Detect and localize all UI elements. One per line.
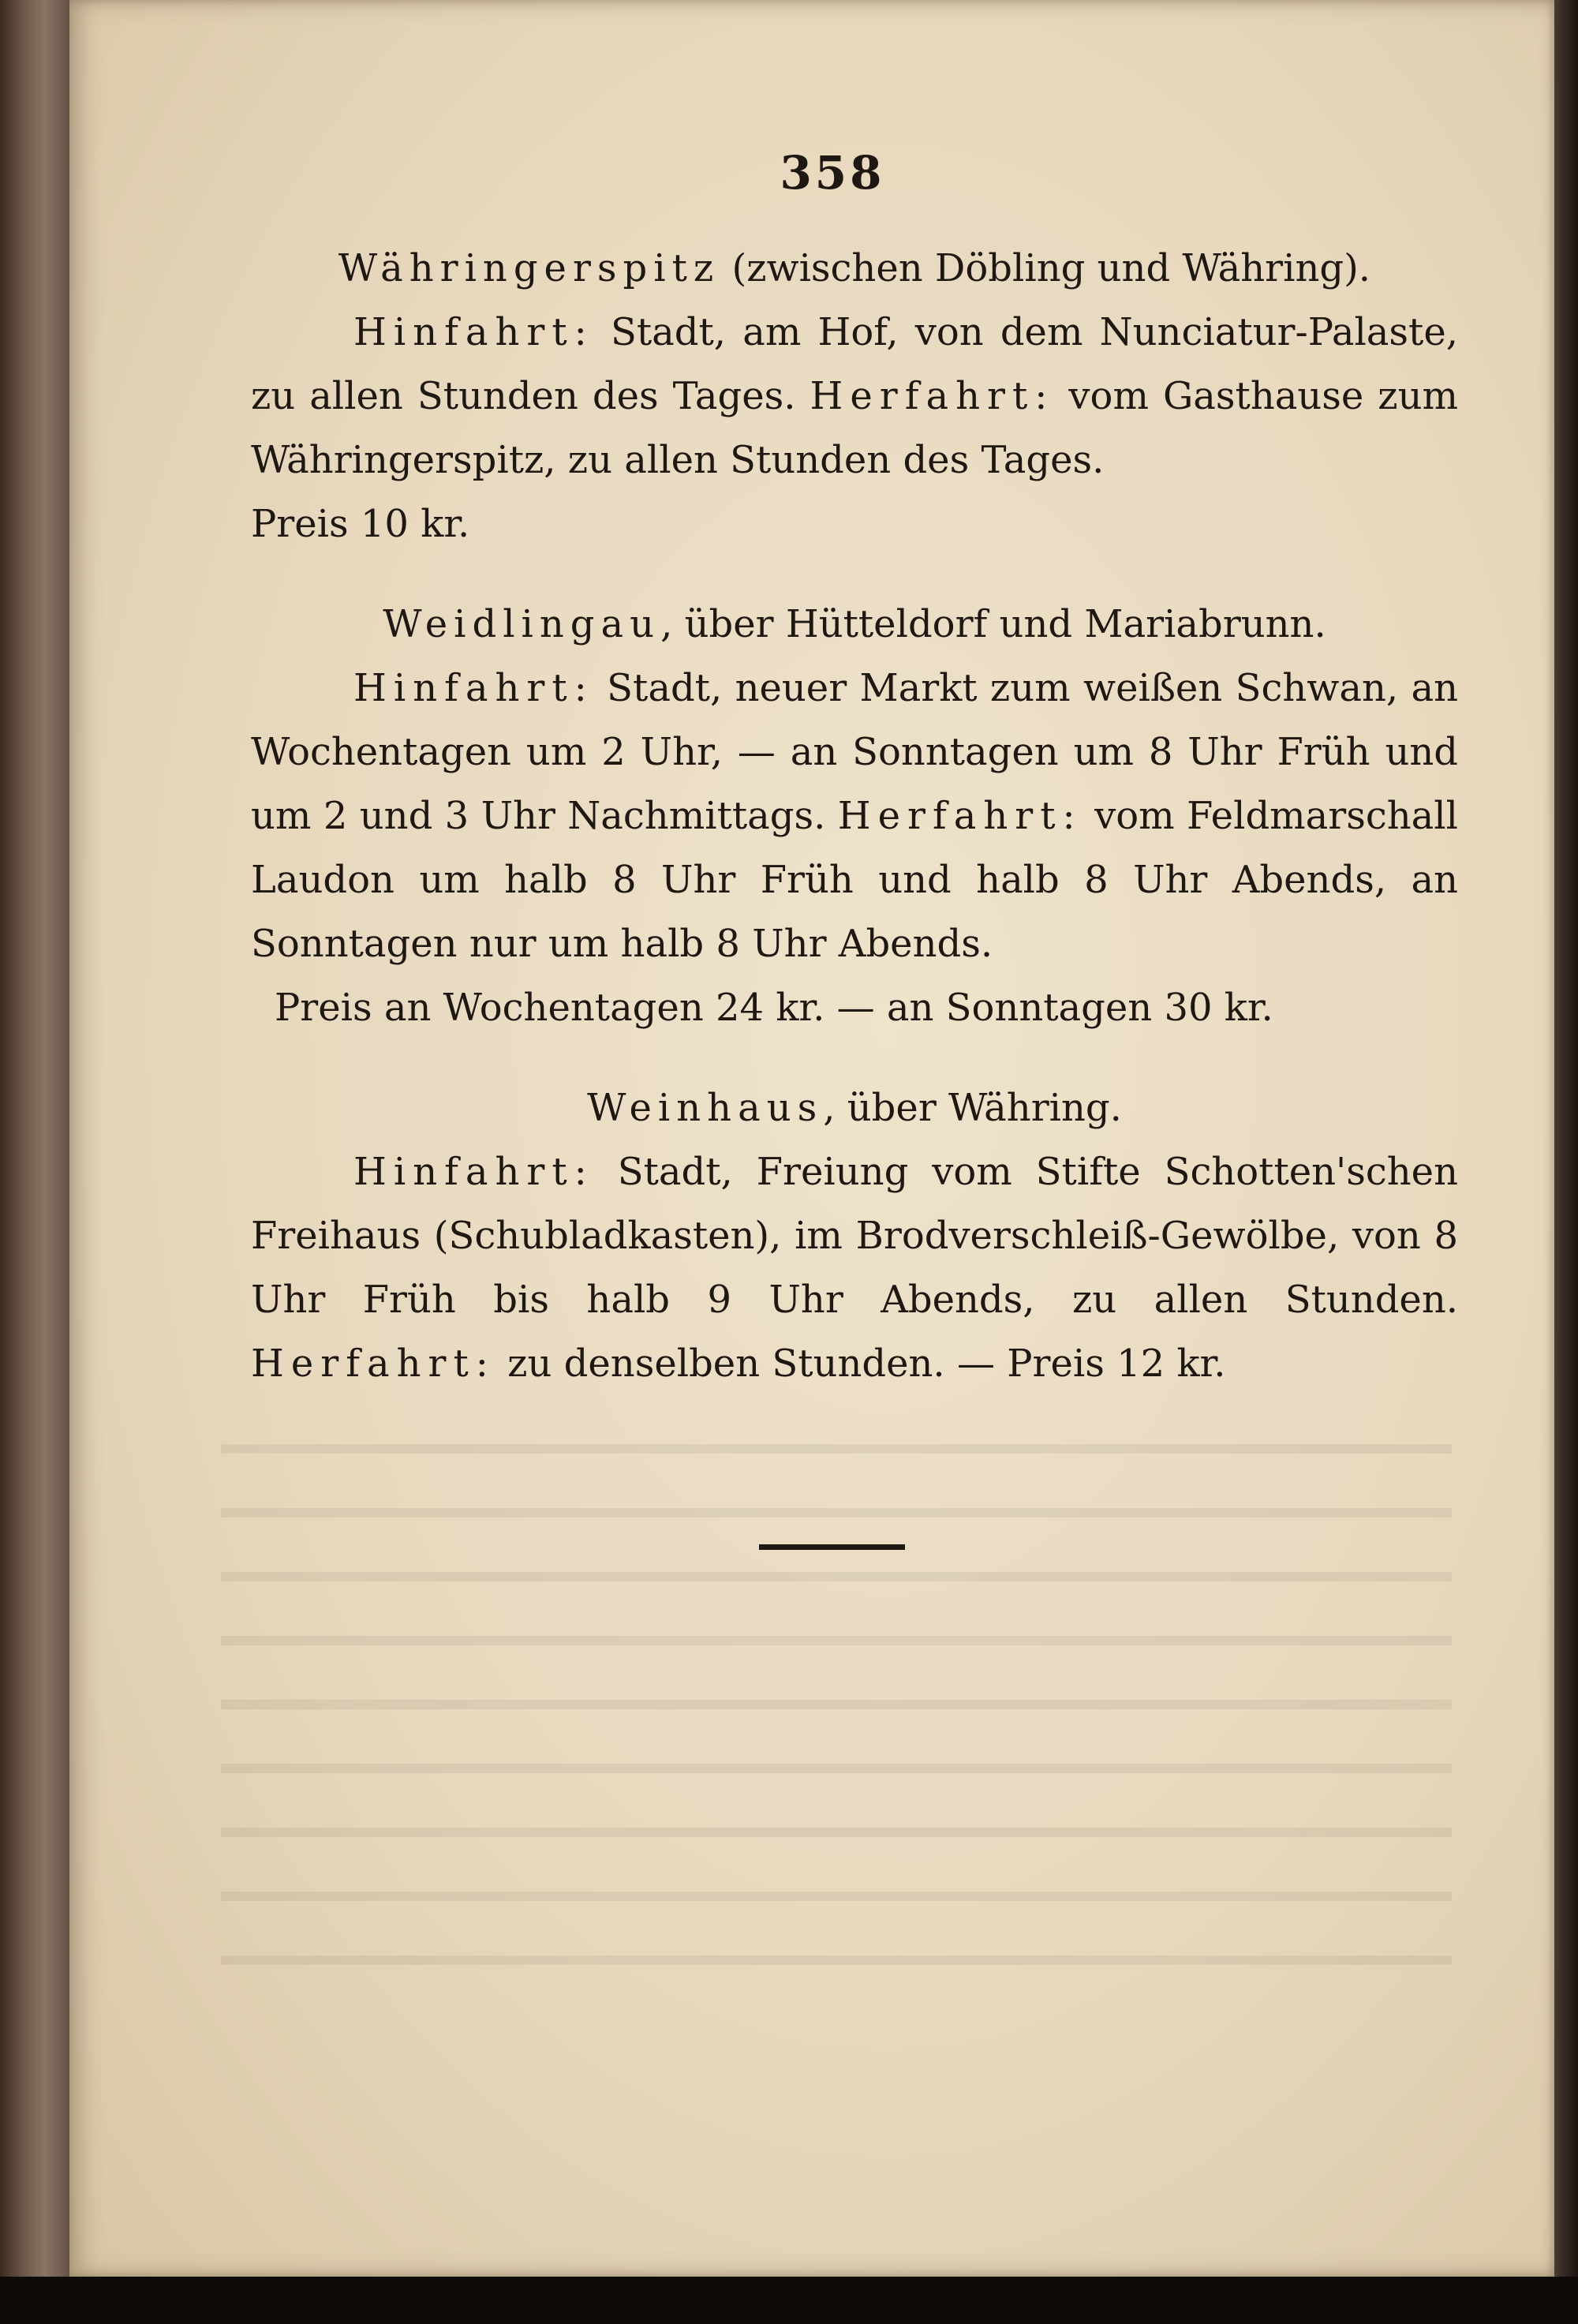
hinfahrt-label: Hinfahrt:	[353, 1150, 594, 1194]
background-edge	[0, 2277, 1578, 2324]
entry-weinhaus	[251, 1076, 1458, 1396]
hinfahrt-text: Stadt, am Hof, von dem Nunciatur-Palaste, zu allen Stunden des Tages.	[251, 310, 1458, 418]
entry-title-rest: (zwischen Döbling und Währing).	[720, 246, 1371, 290]
entry-title	[251, 1076, 1458, 1140]
entry-price: Preis 10 kr.	[251, 502, 470, 546]
page-content	[251, 237, 1458, 1432]
herfahrt-text: vom Feldmarschall Laudon um halb 8 Uhr Früh und halb 8 Uhr Abends, an Sonntagen nur um halb 8 Uhr Abends.	[251, 794, 1458, 966]
entry-title-name: Währingerspitz	[338, 246, 720, 290]
entry-title	[251, 237, 1458, 301]
book-spine	[0, 0, 75, 2324]
hinfahrt-label: Hinfahrt:	[353, 310, 594, 354]
entry-title-name: Weidlingau	[383, 602, 661, 646]
hinfahrt-text: Stadt, Freiung vom Stifte Schotten'schen Freihaus (Schubladkasten), im Brodverschleiß-Gewölbe, von 8 Uhr Früh bis halb 9 Uhr Abends, zu allen Stunden.	[251, 1150, 1458, 1322]
page-number: 358	[780, 146, 885, 200]
entry-schedule	[251, 657, 1458, 976]
entry-price: Preis an Wochentagen 24 kr. — an Sonntagen 30 kr.	[275, 986, 1273, 1030]
herfahrt-text: zu denselben Stunden.	[495, 1342, 945, 1386]
bleed-through-text	[221, 1413, 1452, 2004]
herfahrt-label: Herfahrt:	[837, 794, 1083, 838]
hinfahrt-label: Hinfahrt:	[353, 666, 594, 710]
hinfahrt-text: Stadt, neuer Markt zum weißen Schwan, an Wochentagen um 2 Uhr, — an Sonntagen um 8 Uhr Früh und um 2 und 3 Uhr Nachmittags.	[251, 666, 1458, 838]
herfahrt-label: Herfahrt:	[251, 1342, 495, 1386]
entry-schedule	[251, 1140, 1458, 1396]
entry-schedule	[251, 301, 1458, 492]
entry-price: — Preis 12 kr.	[956, 1342, 1226, 1386]
page-edge	[1554, 0, 1578, 2324]
herfahrt-label: Herfahrt:	[810, 374, 1055, 418]
entry-title	[251, 593, 1458, 657]
section-rule	[759, 1544, 905, 1550]
entry-title-rest: , über Währing.	[823, 1086, 1122, 1130]
entry-weidlingau	[251, 593, 1458, 1040]
herfahrt-text: vom Gasthause zum Währingerspitz, zu allen Stunden des Tages.	[251, 374, 1459, 482]
entry-title-name: Weinhaus	[587, 1086, 824, 1130]
entry-title-rest: , über Hütteldorf und Mariabrunn.	[660, 602, 1326, 646]
entry-waehringerspitz	[251, 237, 1458, 556]
